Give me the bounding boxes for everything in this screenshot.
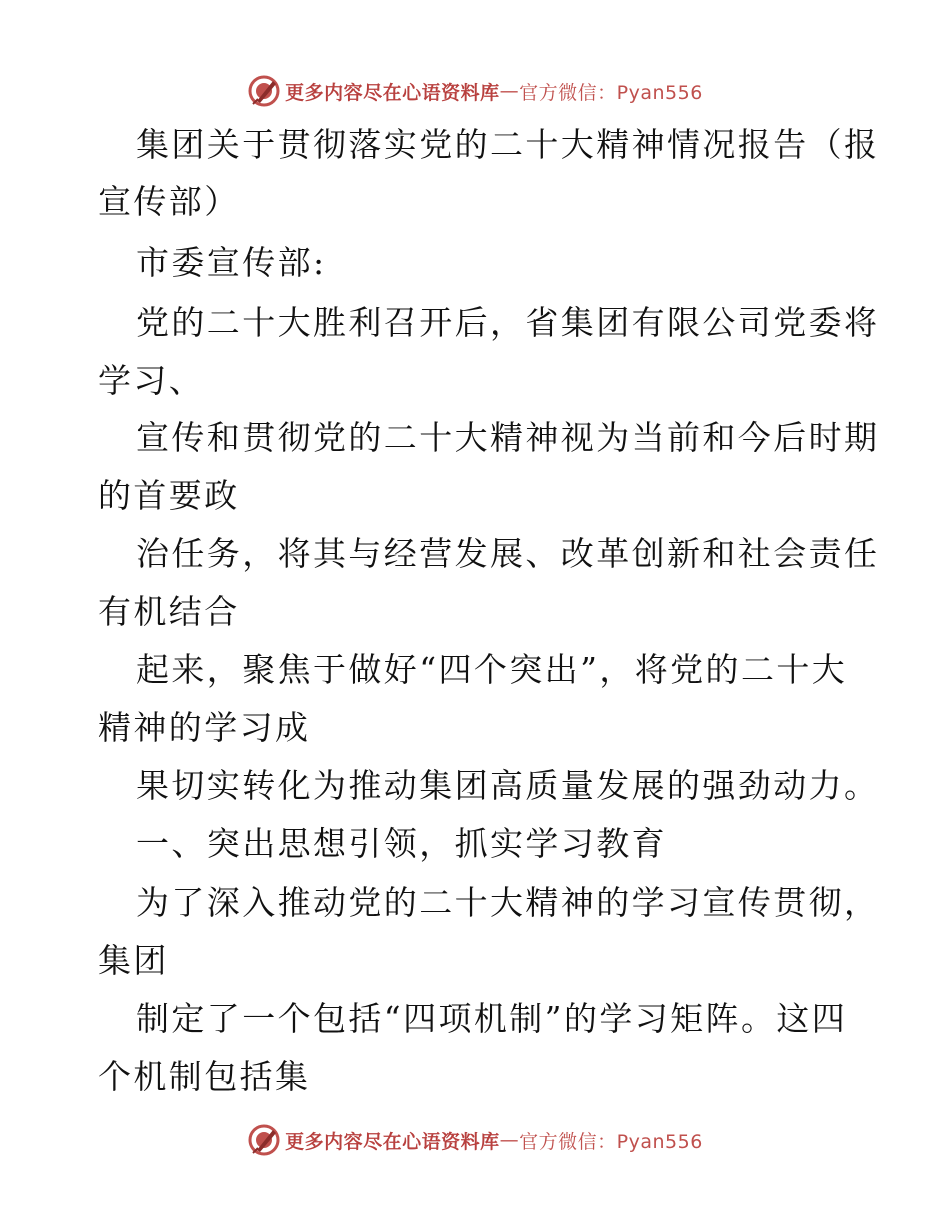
banner-wechat-text: 官方微信：Pyan556 [519,81,703,104]
paragraph-line: 精神的学习成 [98,708,311,747]
paragraph-line: 果切实转化为推动集团高质量发展的强劲动力。 [136,766,880,805]
banner-dash: — [499,80,520,102]
header-banner [0,71,950,111]
section-heading: 一、突出思想引领，抓实学习教育 [136,824,667,863]
banner-dash: — [499,1129,520,1151]
salutation: 市委宣传部: [136,243,327,282]
paragraph-line: 个机制包括集 [98,1057,311,1096]
document-title-line-2: 宣传部） [98,182,240,221]
paragraph-line: 集团 [98,941,169,980]
document-title-line-1: 集团关于贯彻落实党的二十大精神情况报告（报 [136,125,880,164]
paragraph-line: 有机结合 [98,592,240,631]
banner-brand-text: 更多内容尽在心语资料库 [285,81,500,104]
paragraph-line: 宣传和贯彻党的二十大精神视为当前和今后时期 [136,418,880,457]
footer-banner [0,1120,950,1160]
paragraph-line: 学习、 [98,361,205,400]
paragraph-line: 党的二十大胜利召开后，省集团有限公司党委将 [136,303,880,342]
banner-brand-text: 更多内容尽在心语资料库 [285,1130,500,1153]
paragraph-line: 治任务，将其与经营发展、改革创新和社会责任 [136,534,880,573]
banner-wechat-text: 官方微信：Pyan556 [519,1130,703,1153]
paragraph-line: 为了深入推动党的二十大精神的学习宣传贯彻， [136,883,880,922]
quill-logo-icon [247,1123,281,1157]
paragraph-line: 起来，聚焦于做好“四个突出”，将党的二十大 [136,650,848,689]
paragraph-line: 制定了一个包括“四项机制”的学习矩阵。这四 [136,999,848,1038]
quill-logo-icon [247,74,281,108]
paragraph-line: 的首要政 [98,476,240,515]
